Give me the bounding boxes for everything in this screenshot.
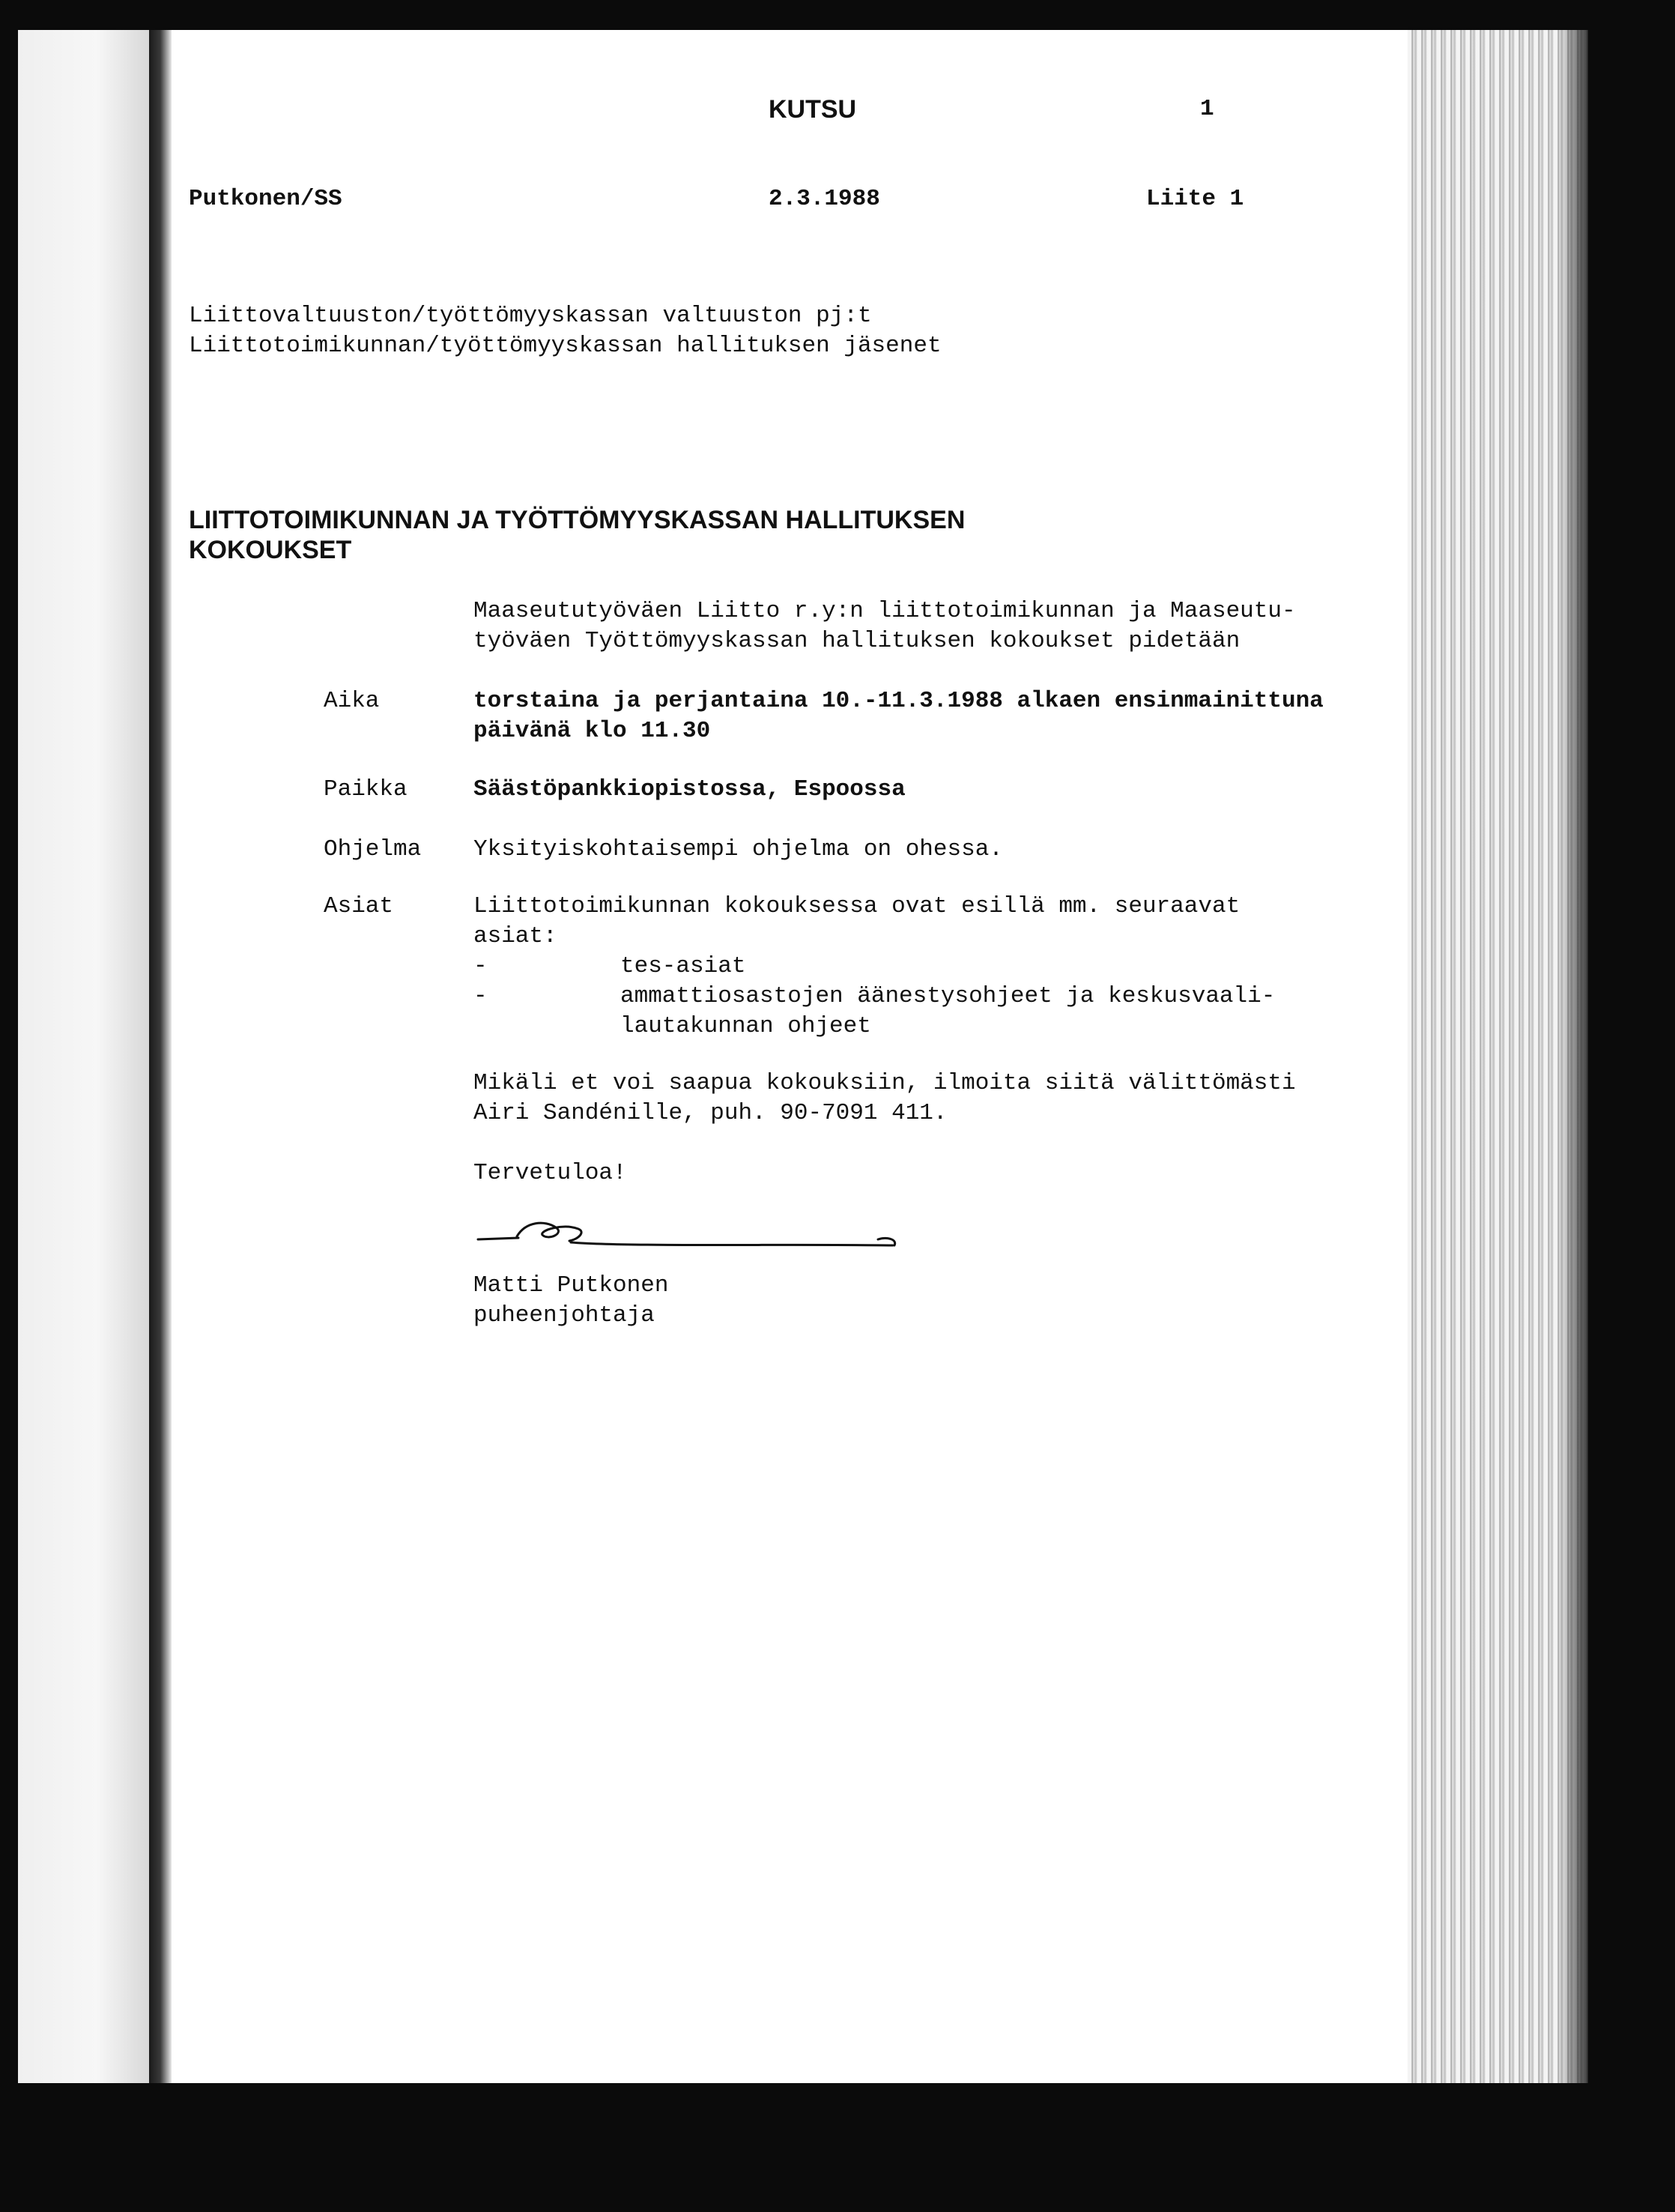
- closing-greeting: Tervetuloa!: [473, 1160, 627, 1186]
- field-value-aika-cont: päivänä klo 11.30: [473, 718, 711, 744]
- attachment-label: Liite 1: [1146, 186, 1244, 212]
- field-value-asiat: Liittotoimikunnan kokouksessa ovat esillä mm. seuraavat: [473, 893, 1241, 919]
- intro-text: työväen Työttömyyskassan hallituksen kokoukset pidetään: [473, 628, 1241, 654]
- previous-page-edge: [18, 30, 149, 2083]
- scan-border-bottom: [0, 2083, 1675, 2212]
- list-item: tes-asiat: [620, 953, 746, 979]
- book-page-edges: [1408, 30, 1588, 2083]
- signatory-name: Matti Putkonen: [473, 1272, 669, 1299]
- list-bullet: -: [473, 953, 488, 979]
- field-value-asiat-cont: asiat:: [473, 923, 557, 949]
- field-label-ohjelma: Ohjelma: [324, 836, 422, 862]
- book-gutter: [149, 30, 172, 2083]
- signatory-title: puheenjohtaja: [473, 1302, 655, 1329]
- field-label-paikka: Paikka: [324, 776, 408, 803]
- intro-text: Maaseututyöväen Liitto r.y:n liittotoimikunnan ja Maaseutu-: [473, 598, 1296, 624]
- scan-border-right: [1588, 0, 1675, 2212]
- field-value-paikka: Säästöpankkiopistossa, Espoossa: [473, 776, 906, 803]
- document-date: 2.3.1988: [769, 186, 880, 212]
- recipient-line: Liittotoimikunnan/työttömyyskassan hallituksen jäsenet: [189, 333, 942, 359]
- notice-text: Airi Sandénille, puh. 90-7091 411.: [473, 1100, 948, 1126]
- list-item-cont: lautakunnan ohjeet: [620, 1013, 871, 1039]
- recipient-line: Liittovaltuuston/työttömyyskassan valtuuston pj:t: [189, 303, 872, 329]
- field-label-aika: Aika: [324, 688, 380, 714]
- scan-border-left: [0, 0, 18, 2212]
- meeting-heading-cont: KOKOUKSET: [189, 536, 352, 564]
- meeting-heading: LIITTOTOIMIKUNNAN JA TYÖTTÖMYYSKASSAN HALLITUKSEN: [189, 506, 966, 534]
- list-item: ammattiosastojen äänestysohjeet ja keskusvaali-: [620, 983, 1276, 1009]
- author-ref: Putkonen/SS: [189, 186, 342, 212]
- signature-image: [473, 1206, 908, 1259]
- field-value-aika: torstaina ja perjantaina 10.-11.3.1988 alkaen ensinmainittuna: [473, 688, 1324, 714]
- document-type: KUTSU: [769, 95, 857, 124]
- field-value-ohjelma: Yksityiskohtaisempi ohjelma on ohessa.: [473, 836, 1003, 862]
- list-bullet: -: [473, 983, 488, 1009]
- field-label-asiat: Asiat: [324, 893, 394, 919]
- page-number: 1: [1200, 96, 1214, 122]
- scan-border-top: [0, 0, 1675, 30]
- notice-text: Mikäli et voi saapua kokouksiin, ilmoita siitä välittömästi: [473, 1070, 1296, 1096]
